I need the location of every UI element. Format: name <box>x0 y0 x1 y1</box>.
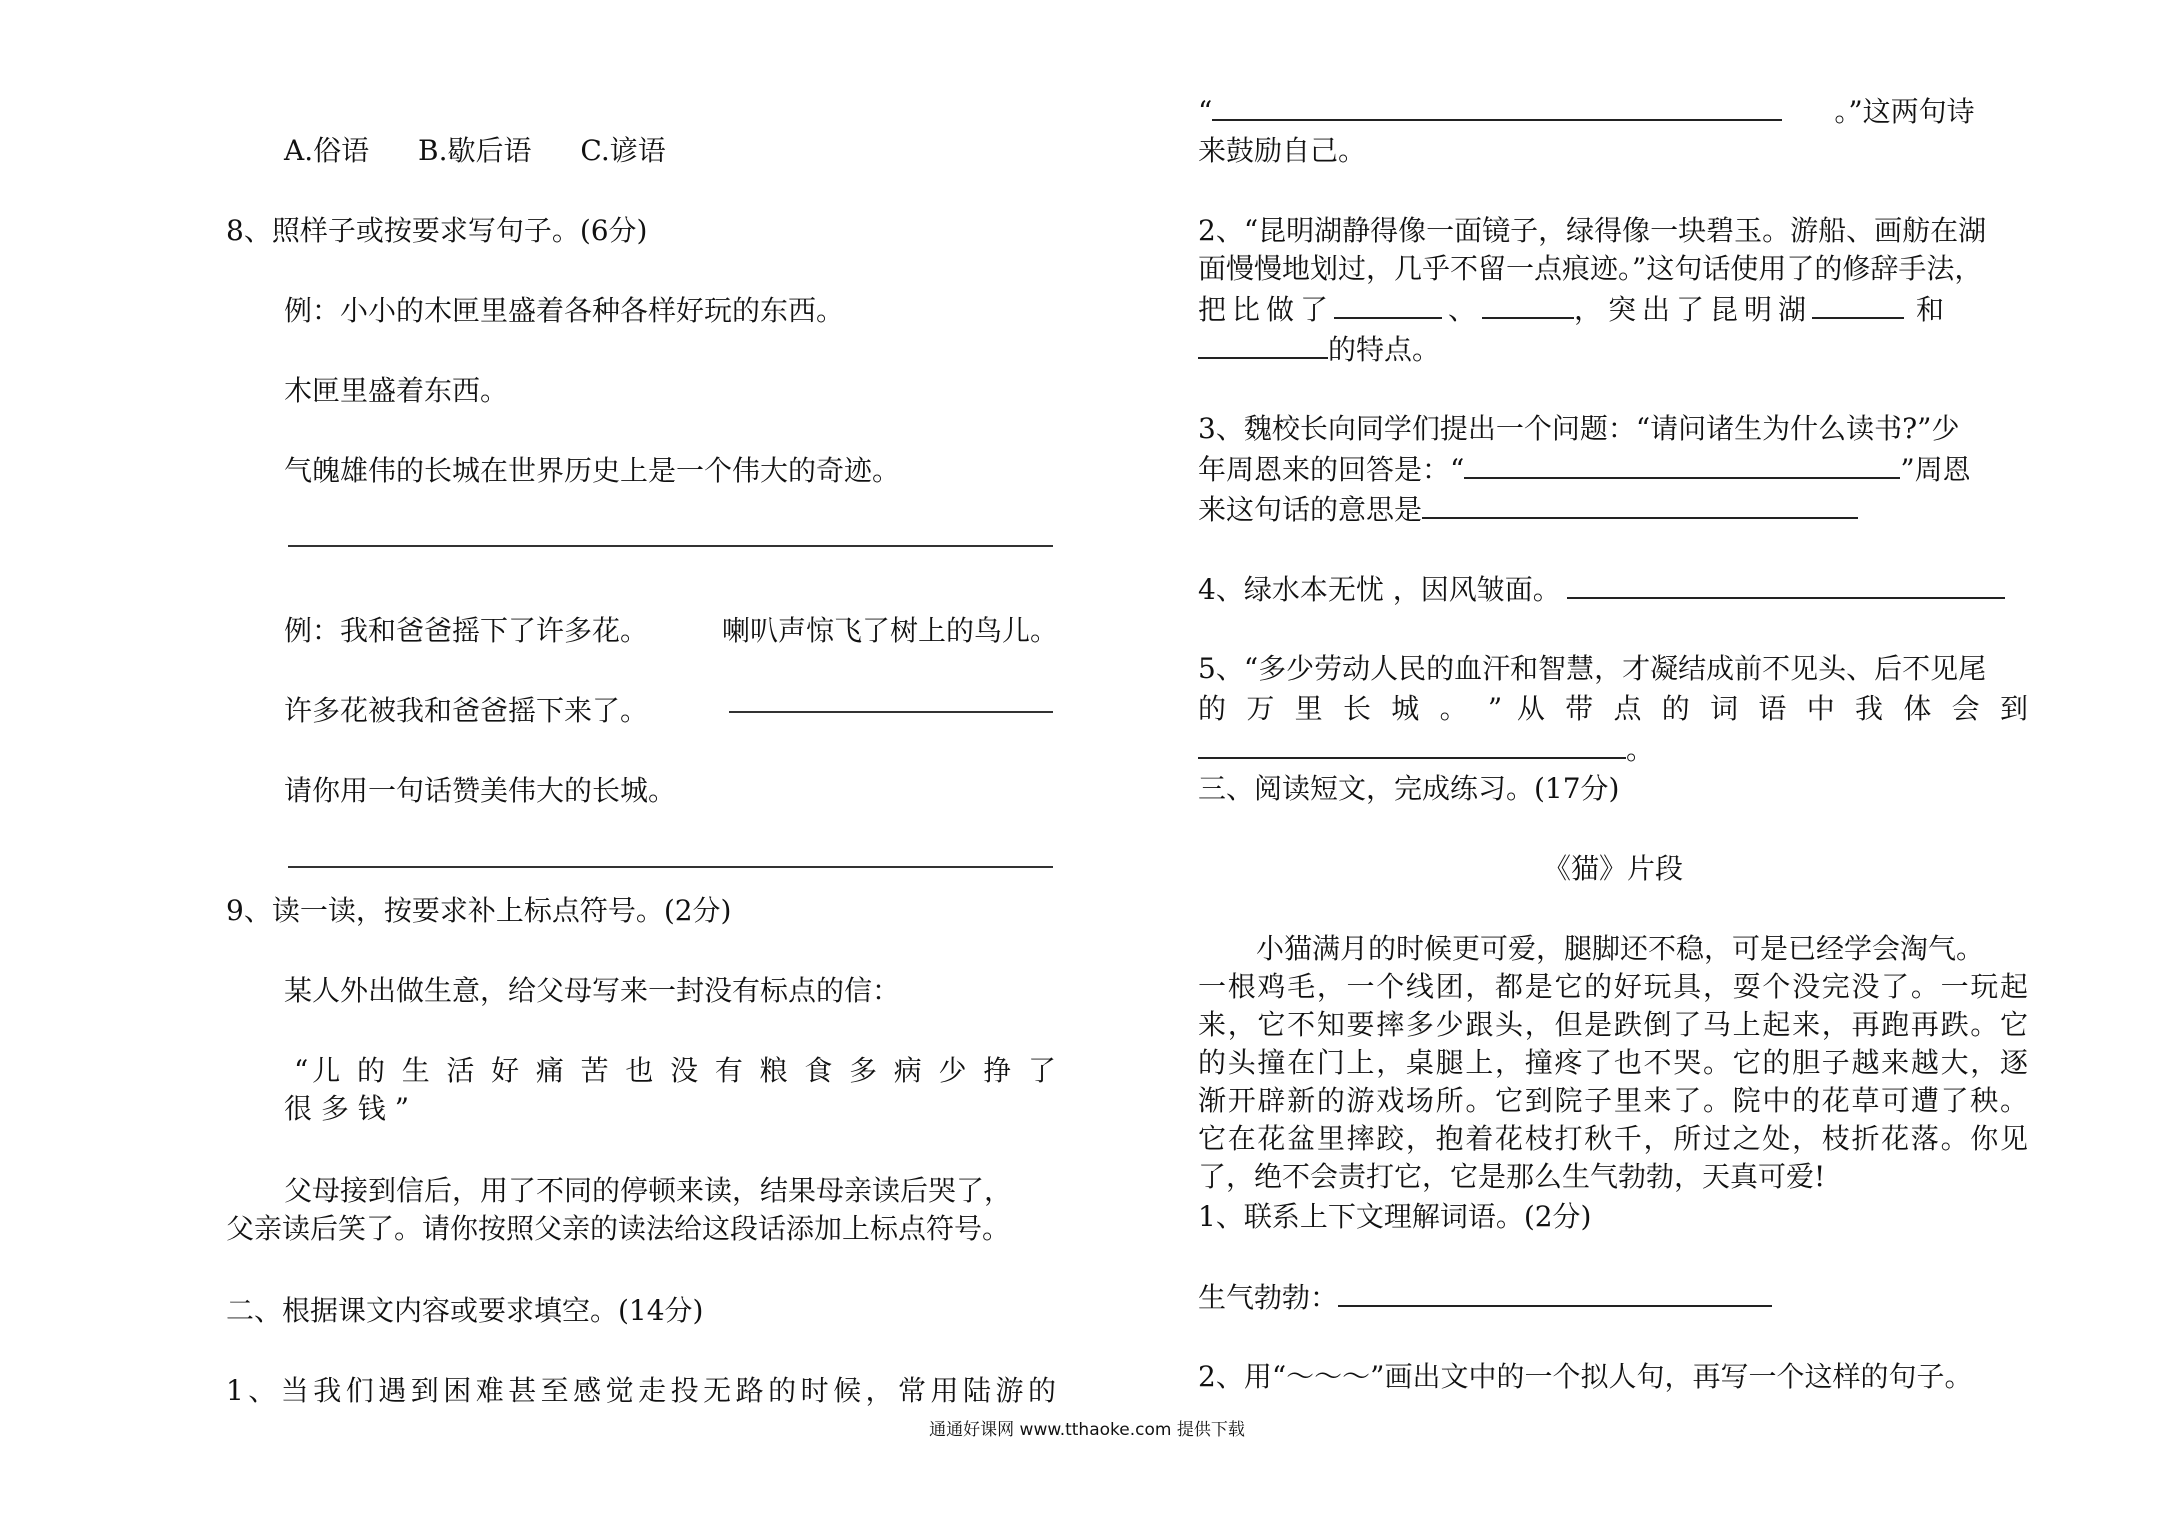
q3-text: 年周恩来的回答是：“ <box>1198 453 1465 486</box>
passage-line2: 一根鸡毛，一个线团，都是它的好玩具，耍个没完没了。一玩起 <box>1198 970 2028 1003</box>
blank-field[interactable] <box>1338 1279 1772 1307</box>
q3-text: ”周恩 <box>1900 453 1971 486</box>
option-b: B.歇后语 <box>418 134 532 167</box>
blank-field[interactable] <box>1464 451 1900 479</box>
section3-title: 三、阅读短文，完成练习。(17分) <box>1198 772 1620 805</box>
q3-line1: 3、魏校长向同学们提出一个问题：“请问诸生为什么读书?”少 <box>1198 412 1960 445</box>
q4-line <box>1198 571 2005 608</box>
left-column <box>226 0 1058 1536</box>
q2-text: 和 <box>1916 293 1945 326</box>
blank-field[interactable] <box>1482 291 1574 319</box>
passage-line3: 来，它不知要摔多少跟头，但是跌倒了马上起来，再跑再跌。它 <box>1198 1008 2028 1041</box>
blank-field[interactable] <box>1422 491 1858 519</box>
q8-example1: 例：小小的木匣里盛着各种各样好玩的东西。 <box>284 294 845 327</box>
q3-text: 来这句话的意思是 <box>1198 493 1423 526</box>
q2-text: ，突出了昆明湖 <box>1574 293 1813 326</box>
q8-title: 8、照样子或按要求写句子。(6分) <box>226 214 648 247</box>
s3-q1-word: 生气勃勃： <box>1198 1281 1339 1314</box>
option-list <box>284 133 666 169</box>
q2-line4 <box>1198 331 1440 368</box>
q9-title: 9、读一读，按要求补上标点符号。(2分) <box>226 894 732 927</box>
blank-field[interactable] <box>1198 731 1626 759</box>
q2-text: 把比做了 <box>1198 293 1335 326</box>
s3-q1-answer-line <box>1198 1279 1772 1316</box>
q2-text: 的特点。 <box>1328 333 1441 366</box>
passage-line6: 它在花盆里摔跤，抱着花枝打秋千，所过之处，枝折花落。你见 <box>1198 1122 2028 1155</box>
q1-continuation-line2: 来鼓励自己。 <box>1198 134 1367 167</box>
q8-example2: 例：我和爸爸摇下了许多花。 <box>284 614 649 647</box>
q5-text: 。 <box>1626 733 1655 766</box>
right-column <box>1198 0 2028 1536</box>
footer-source: 通通好课网 www.tthaoke.com 提供下载 <box>929 1420 1245 1440</box>
blank-field[interactable] <box>1334 291 1442 319</box>
s3-q2-title: 2、用“～～～”画出文中的一个拟人句，再写一个这样的句子。 <box>1198 1360 1973 1393</box>
q3-line3 <box>1198 491 1858 528</box>
option-a: A.俗语 <box>284 134 370 167</box>
answer-line[interactable] <box>288 545 1053 547</box>
q9-letter-line2: 很 多 钱 ” <box>284 1092 410 1125</box>
q9-letter-line1: “儿 的 生 活 好 痛 苦 也 没 有 粮 食 多 病 少 挣 了 <box>294 1054 1056 1087</box>
q2-text: 、 <box>1448 293 1477 326</box>
s3-q1-title: 1、联系上下文理解词语。(2分) <box>1198 1200 1592 1233</box>
option-c: C.谚语 <box>580 134 666 167</box>
q2-line2: 面慢慢地划过，几乎不留一点痕迹。”这句话使用了的修辞手法， <box>1198 252 1983 285</box>
passage-title: 《猫》片段 <box>1542 852 1683 885</box>
q5-line2: 的 万 里 长 城 。 ” 从 带 点 的 词 语 中 我 体 会 到 <box>1198 692 2028 725</box>
answer-line[interactable] <box>288 866 1053 868</box>
q4-text: 4、绿水本无忧 ，因风皱面。 <box>1198 573 1561 606</box>
q1-close: 。”这两句诗 <box>1834 95 1975 128</box>
q8-answer1: 木匣里盛着东西。 <box>284 374 509 407</box>
q2-line1: 2、“昆明湖静得像一面镜子，绿得像一块碧玉。游船、画舫在湖 <box>1198 214 1987 247</box>
passage-line4: 的头撞在门上，桌腿上，撞疼了也不哭。它的胆子越来越大，逐 <box>1198 1046 2028 1079</box>
open-quote: “ <box>1198 95 1213 128</box>
q8-task3: 请你用一句话赞美伟大的长城。 <box>284 774 677 807</box>
passage-line5: 渐开辟新的游戏场所。它到院子里来了。院中的花草可遭了秧。 <box>1198 1084 2028 1117</box>
q5-line1: 5、“多少劳动人民的血汗和智慧，才凝结成前不见头、后不见尾 <box>1198 652 1987 685</box>
q5-line3 <box>1198 731 1654 768</box>
q3-line2 <box>1198 451 1971 488</box>
blank-field[interactable] <box>1198 331 1328 359</box>
section2-q1: 1、当我们遇到困难甚至感觉走投无路的时候，常用陆游的 <box>226 1374 1056 1407</box>
q8-answer2: 许多花被我和爸爸摇下来了。 <box>284 694 649 727</box>
q2-line3 <box>1198 291 1944 328</box>
q8-task2: 喇叭声惊飞了树上的鸟儿。 <box>722 614 1059 647</box>
section2-title: 二、根据课文内容或要求填空。(14分) <box>226 1294 704 1327</box>
blank-field[interactable] <box>1567 571 2005 599</box>
q9-para-line1: 父母接到信后，用了不同的停顿来读，结果母亲读后哭了， <box>284 1174 1013 1207</box>
q9-para-line2: 父亲读后笑了。请你按照父亲的读法给这段话添加上标点符号。 <box>226 1212 1011 1245</box>
answer-line[interactable] <box>729 711 1053 713</box>
q9-intro: 某人外出做生意，给父母写来一封没有标点的信： <box>284 974 901 1007</box>
q8-task1: 气魄雄伟的长城在世界历史上是一个伟大的奇迹。 <box>284 454 901 487</box>
blank-field[interactable] <box>1212 93 1782 121</box>
blank-field[interactable] <box>1812 291 1904 319</box>
q1-continuation-line1 <box>1198 93 1975 130</box>
passage-line7: 了，绝不会责打它，它是那么生气勃勃，天真可爱! <box>1198 1160 1826 1193</box>
passage-line1: 小猫满月的时候更可爱，腿脚还不稳，可是已经学会淘气。 <box>1256 932 1985 965</box>
